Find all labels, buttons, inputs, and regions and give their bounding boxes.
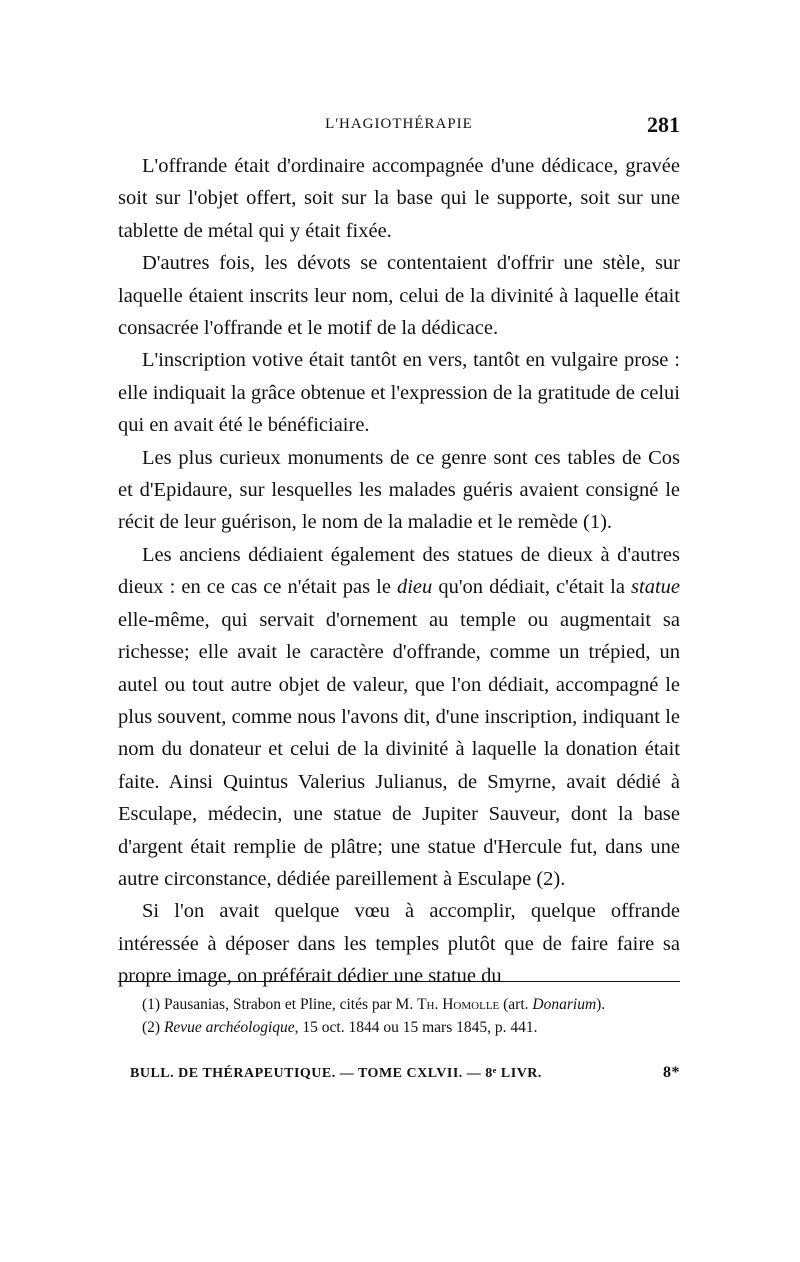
body-text (118, 150, 680, 993)
footnote-text: (art. (499, 996, 533, 1013)
footnote-text: , 15 oct. 1844 ou 15 mars 1845, p. 441. (294, 1019, 538, 1036)
journal-line: BULL. DE THÉRAPEUTIQUE. — TOME CXLVII. — 8ᵉ LIVR. (130, 1066, 542, 1081)
footnote-text: (2) (142, 1019, 164, 1036)
paragraph-text: qu'on dédiait, c'était la (432, 576, 632, 599)
footnote-title: Revue archéologique (163, 1019, 295, 1036)
paragraph (118, 539, 680, 895)
page-number: 281 (647, 112, 680, 137)
paragraph-text: elle-même, qui servait d'ornement au temple ou augmentait sa richesse; elle avait le caractère d'offrande, comme un trépied, un autel ou tout autre objet de valeur, que l'on dédiait, accompagné le plus souvent, comme nous l'avons dit, d'une inscription, indiquant le nom du donateur et celui de la divinité à laquelle la donation était faite. Ainsi Quintus Valerius Julianus, de Smyrne, avait dédié à Esculape, médecin, une statue de Jupiter Sauveur, dont la base d'argent était remplie de plâtre; une statue d'Hercule fut, dans une autre circonstance, dédiée pareillement à Esculape (2). (118, 608, 680, 890)
signature-mark: 8* (663, 1064, 680, 1081)
footnote-title: Donarium (532, 996, 597, 1013)
footnote-1 (118, 993, 680, 1016)
footnote-rule (118, 981, 680, 982)
italic-word: dieu (396, 576, 433, 599)
page-header (118, 112, 680, 144)
footnote-text: ). (596, 996, 606, 1013)
paragraph: Les plus curieux monuments de ce genre sont ces tables de Cos et d'Epidaure, sur lesquelles les malades guéris avaient consigné le récit de leur guérison, le nom de la maladie et le remède (1). (118, 446, 680, 534)
paragraph: D'autres fois, les dévots se contentaient d'offrir une stèle, sur laquelle étaient inscrits leur nom, celui de la divinité à laquelle était consacrée l'offrande et le motif de la dédicace. (118, 252, 680, 340)
paragraph: L'inscription votive était tantôt en vers, tantôt en vulgaire prose : elle indiquait la grâce obtenue et l'expression de la gratitude de celui qui en avait été le bénéficiaire. (118, 349, 680, 437)
footnote-author: Th. Homolle (417, 996, 500, 1013)
paragraph: L'offrande était d'ordinaire accompagnée d'une dédicace, gravée soit sur l'objet offert, soit sur la base qui le supporte, soit sur une tablette de métal qui y était fixée. (118, 155, 680, 242)
italic-word: statue (631, 576, 680, 599)
paragraph-text: Les anciens dédiaient également des statues de dieux à d'autres dieux : en ce cas ce n'était pas le (118, 543, 680, 599)
footnote-text: (1) Pausanias, Strabon et Pline, cités par M. (142, 996, 418, 1013)
page-footer (118, 1066, 680, 1088)
paragraph: Si l'on avait quelque vœu à accomplir, quelque offrande intéressée à déposer dans les temples plutôt que de faire faire sa propre image, on préférait dédier une statue du (118, 900, 680, 988)
footnote-2 (118, 1016, 680, 1039)
running-title: L'HAGIOTHÉRAPIE (325, 116, 473, 132)
footnotes (118, 993, 680, 1039)
